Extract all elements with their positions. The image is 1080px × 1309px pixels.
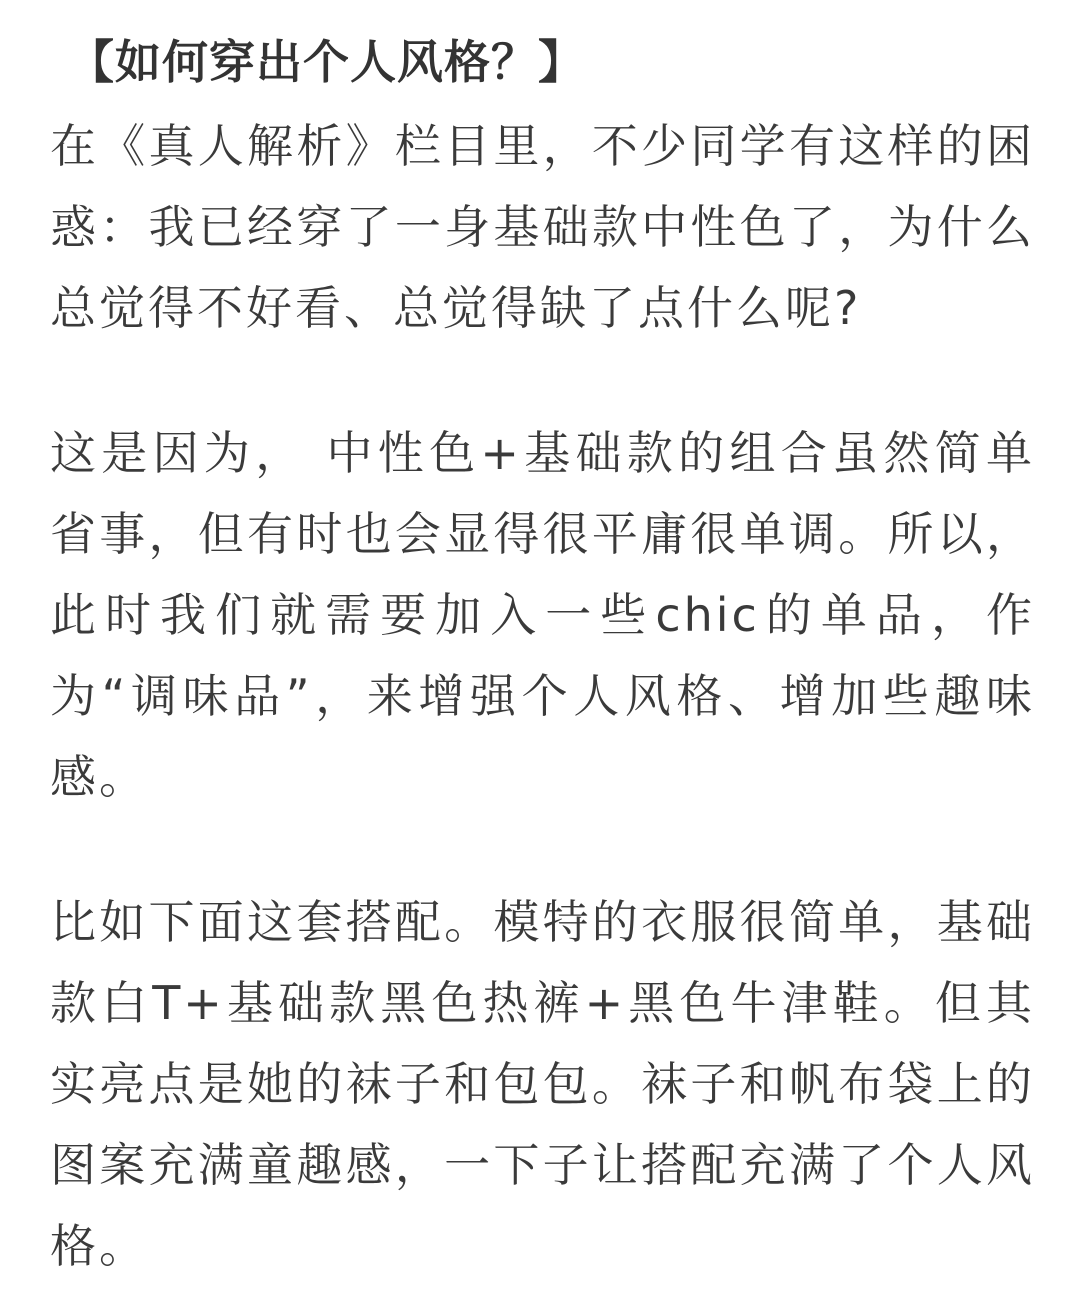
paragraph-intro: 在《真人解析》栏目里，不少同学有这样的困惑：我已经穿了一身基础款中性色了，为什么总觉得不好看、总觉得缺了点什么呢? <box>50 119 1035 335</box>
paragraph-spacer <box>50 349 1035 413</box>
article-title: 【如何穿出个人风格？】 <box>68 35 585 89</box>
paragraph-spacer <box>50 818 1035 882</box>
article <box>50 24 1035 1287</box>
paragraph-explanation: 这是因为， 中性色+基础款的组合虽然简单省事，但有时也会显得很平庸很单调。所以，此时我们就需要加入一些chic的单品，作为“调味品”，来增强个人风格、增加些趣味感。 <box>50 426 1035 804</box>
paragraph-example: 比如下面这套搭配。模特的衣服很简单，基础款白T+基础款黑色热裤+黑色牛津鞋。但其实亮点是她的袜子和包包。袜子和帆布袋上的图案充满童趣感，一下子让搭配充满了个人风格。 <box>50 895 1035 1273</box>
